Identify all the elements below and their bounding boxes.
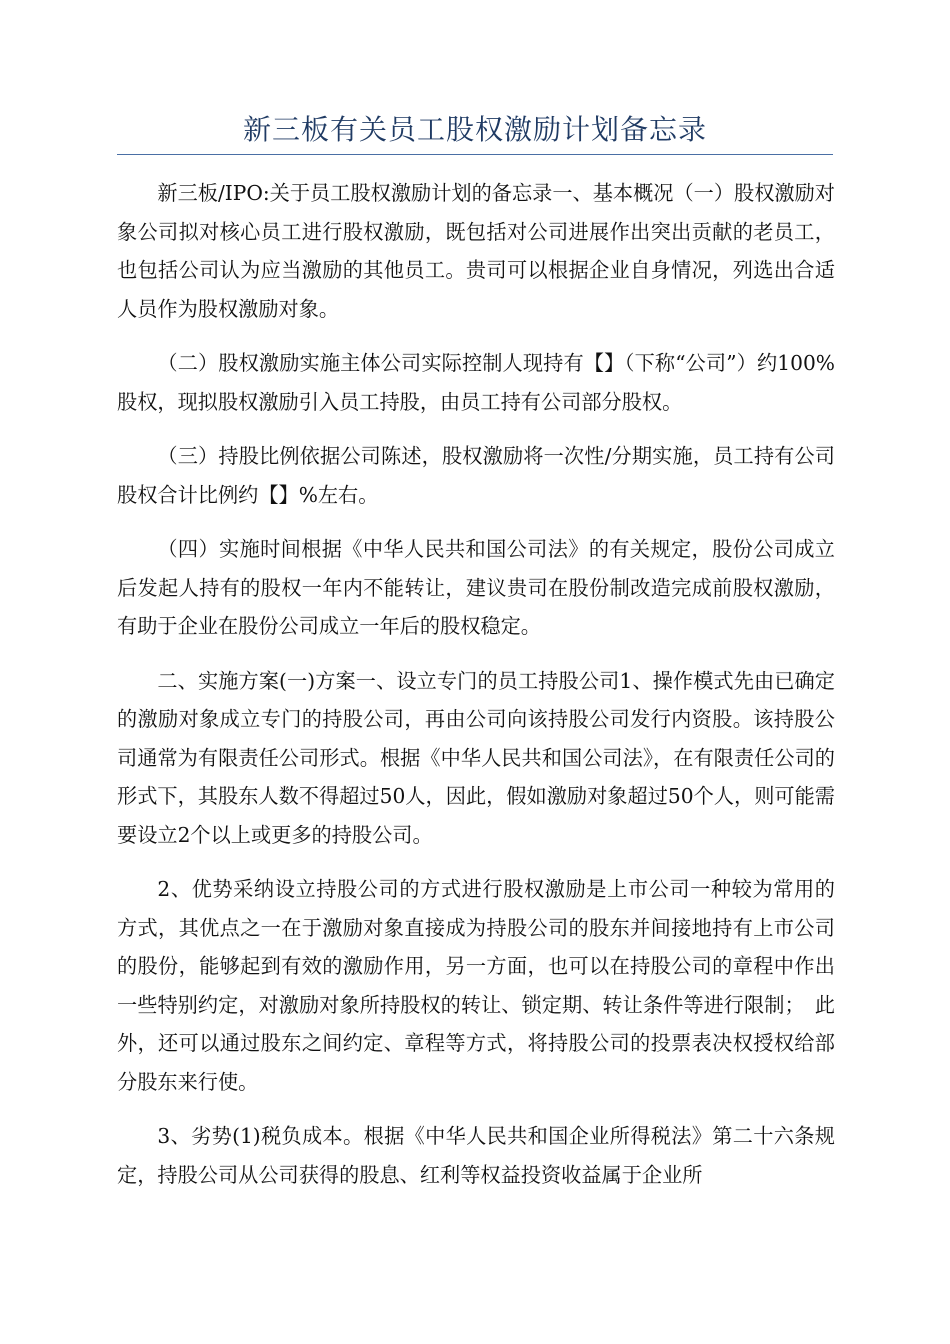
paragraph-basic-overview: 新三板/IPO:关于员工股权激励计划的备忘录一、基本概况（一）股权激励对象公司拟对核心员工进行股权激励，既包括对公司进展作出突出贡献的老员工，也包括公司认为应当激励的其他员工。贵司可以根据企业自身情况，列选出合适人员作为股权激励对象。 — [117, 181, 835, 321]
paragraph-plan-one-mode: 二、实施方案(一)方案一、设立专门的员工持股公司1、操作模式先由已确定的激励对象成立专门的持股公司，再由公司向该持股公司发行内资股。该持股公司通常为有限责任公司形式。根据《中华人民共和国公司法》，在有限责任公司的形式下，其股东人数不得超过50人，因此，假如激励对象超过50个人，则可能需要设立2个以上或更多的持股公司。 — [117, 668, 835, 847]
paragraph-advantages: 2、优势采纳设立持股公司的方式进行股权激励是上市公司一种较为常用的方式，其优点之一在于激励对象直接成为持股公司的股东并间接地持有上市公司的股份，能够起到有效的激励作用，另一方面，也可以在持股公司的章程中作出一些特别约定，对激励对象所持股权的转让、锁定期、转让条件等进行限制； 此外，还可以通过股东之间约定、章程等方式，将持股公司的投票表决权授权给部分股东来行使。 — [117, 877, 835, 1094]
paragraph-implementation-time: （四）实施时间根据《中华人民共和国公司法》的有关规定，股份公司成立后发起人持有的股权一年内不能转让，建议贵司在股份制改造完成前股权激励，有助于企业在股份公司成立一年后的股权稳定。 — [117, 537, 835, 638]
paragraph-implementation-subject: （二）股权激励实施主体公司实际控制人现持有【】（下称“公司”）约100%股权，现拟股权激励引入员工持股，由员工持有公司部分股权。 — [117, 351, 835, 414]
document-title: 新三板有关员工股权激励计划备忘录 — [242, 113, 707, 146]
document-body — [117, 174, 835, 1210]
paragraph-shareholding-ratio: （三）持股比例依据公司陈述，股权激励将一次性/分期实施，员工持有公司股权合计比例约【】%左右。 — [117, 444, 835, 507]
title-underline — [117, 154, 833, 155]
paragraph-disadvantages: 3、劣势(1)税负成本。根据《中华人民共和国企业所得税法》第二十六条规定，持股公司从公司获得的股息、红利等权益投资收益属于企业所 — [117, 1124, 835, 1187]
